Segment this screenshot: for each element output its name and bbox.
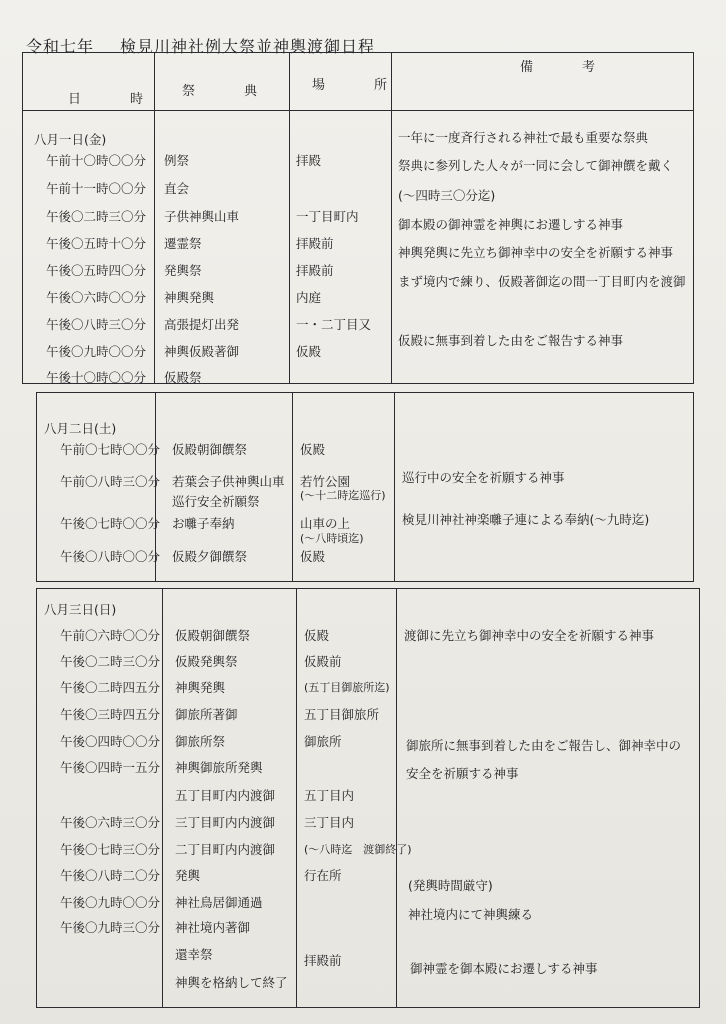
row-time: 午後〇五時四〇分	[46, 263, 147, 278]
row-notes: 神社境内にて神輿練る	[408, 907, 534, 922]
row-place-line2: (～十二時迄巡行)	[300, 489, 386, 502]
row-place: 山車の上	[300, 516, 351, 531]
row-rite: 二丁目町内内渡御	[175, 842, 276, 857]
row-rite: 三丁目町内内渡御	[175, 815, 276, 830]
row-notes: 御旅所に無事到着した由をご報告し、御神幸中の	[406, 738, 682, 753]
row-place: 拝殿前	[296, 263, 334, 278]
row-rite: 高張提灯出発	[164, 317, 240, 332]
row-notes: 御本殿の御神霊を神輿にお遷しする神事	[398, 217, 624, 232]
title-era: 令和七年	[26, 37, 95, 56]
row-notes: 渡御に先立ち御神幸中の安全を祈願する神事	[404, 628, 655, 643]
row-rite: 子供神輿山車	[164, 209, 240, 224]
row-time: 午後〇九時〇〇分	[46, 344, 147, 359]
row-time: 午後〇四時一五分	[60, 760, 161, 775]
row-time: 午後〇二時三〇分	[46, 209, 147, 224]
header-notes: 備 考	[520, 60, 614, 75]
row-rite: 還幸祭	[175, 947, 213, 962]
row-place: 行在所	[304, 868, 342, 883]
header-time: 日 時	[68, 92, 162, 107]
row-time: 午後〇九時〇〇分	[60, 895, 161, 910]
row-notes: 一年に一度斉行される神社で最も重要な祭典	[398, 130, 649, 145]
row-rite: 五丁目町内内渡御	[175, 788, 276, 803]
row-rite: 神輿仮殿著御	[164, 344, 240, 359]
row-rite: 若葉会子供神輿山車	[172, 474, 285, 489]
row-rite: お囃子奉納	[172, 516, 235, 531]
row-time: 午前十〇時〇〇分	[46, 153, 147, 168]
row-time: 午前〇八時三〇分	[60, 474, 161, 489]
row-rite: 発輿	[175, 868, 201, 883]
row-rite: 神輿御旅所発輿	[175, 760, 263, 775]
row-notes: 仮殿に無事到着した由をご報告する神事	[398, 333, 624, 348]
row-rite: 仮殿発輿祭	[175, 654, 238, 669]
row-time: 午後〇七時三〇分	[60, 842, 161, 857]
row-place: 拝殿	[296, 153, 322, 168]
row-place: 拝殿前	[304, 953, 342, 968]
row-time: 午後〇五時十〇分	[46, 236, 147, 251]
row-place-line2: (～八時頃迄)	[300, 532, 364, 545]
row-place: 若竹公園	[300, 474, 351, 489]
row-rite: 御旅所著御	[175, 707, 238, 722]
row-notes: 御神霊を御本殿にお遷しする神事	[410, 961, 598, 976]
row-place: 内庭	[296, 290, 322, 305]
row-time: 午前〇六時〇〇分	[60, 628, 161, 643]
row-time: 午後〇二時三〇分	[60, 654, 161, 669]
row-time: 午後〇八時三〇分	[46, 317, 147, 332]
row-place: 仮殿	[300, 549, 326, 564]
row-place: 仮殿	[296, 344, 322, 359]
row-place: (～八時迄 渡御終了)	[304, 843, 412, 856]
row-time: 午後〇七時〇〇分	[60, 516, 161, 531]
day1-date: 八月一日(金)	[34, 132, 107, 147]
row-rite: 神社鳥居御通過	[175, 895, 263, 910]
row-place: 五丁目御旅所	[304, 707, 380, 722]
row-rite: 神輿発輿	[164, 290, 215, 305]
row-rite: 仮殿朝御饌祭	[172, 442, 248, 457]
row-time: 午後十〇時〇〇分	[46, 370, 147, 385]
row-rite: 御旅所祭	[175, 734, 226, 749]
row-rite: 仮殿朝御饌祭	[175, 628, 251, 643]
row-place: 三丁目内	[304, 815, 355, 830]
row-rite: 発輿祭	[164, 263, 202, 278]
day2-date: 八月二日(土)	[44, 421, 117, 436]
row-place: (五丁目御旅所迄)	[304, 681, 390, 694]
row-place: 仮殿	[300, 442, 326, 457]
header-place: 場 所	[312, 78, 406, 93]
row-rite: 例祭	[164, 153, 190, 168]
row-rite: 神社境内著御	[175, 920, 251, 935]
row-time: 午後〇六時〇〇分	[46, 290, 147, 305]
row-rite: 直会	[164, 181, 190, 196]
row-time: 午前〇七時〇〇分	[60, 442, 161, 457]
day3-table	[36, 588, 700, 1008]
row-notes: まず境内で練り、仮殿著御迄の間一丁目町内を渡御	[398, 274, 686, 289]
row-time: 午前十一時〇〇分	[46, 181, 147, 196]
row-time: 午後〇八時〇〇分	[60, 549, 161, 564]
row-notes: 安全を祈願する神事	[406, 766, 519, 781]
row-time: 午後〇四時〇〇分	[60, 734, 161, 749]
row-place: 拝殿前	[296, 236, 334, 251]
row-rite: 神輿を格納して終了	[175, 975, 288, 990]
row-notes: 祭典に参列した人々が一同に会して御神饌を戴く	[398, 158, 674, 173]
title-heading: 検見川神社例大祭並神輿渡御日程	[120, 37, 376, 56]
row-place: 仮殿	[304, 628, 330, 643]
row-notes: 神輿発輿に先立ち御神幸中の安全を祈願する神事	[398, 245, 674, 260]
row-place: 仮殿前	[304, 654, 342, 669]
row-rite-line2: 巡行安全祈願祭	[172, 494, 260, 509]
row-place: 一丁目町内	[296, 209, 359, 224]
row-notes: 検見川神社神楽囃子連による奉納(～九時迄)	[402, 512, 650, 527]
row-notes: 巡行中の安全を祈願する神事	[402, 470, 565, 485]
row-time: 午後〇二時四五分	[60, 680, 161, 695]
row-rite: 遷霊祭	[164, 236, 202, 251]
row-rite: 神輿発輿	[175, 680, 226, 695]
row-time: 午後〇八時二〇分	[60, 868, 161, 883]
row-place: 御旅所	[304, 734, 342, 749]
row-time: 午後〇九時三〇分	[60, 920, 161, 935]
row-rite: 仮殿夕御饌祭	[172, 549, 248, 564]
row-notes: (発輿時間厳守)	[408, 878, 493, 893]
row-place: 一・二丁目又	[296, 317, 372, 332]
row-place: 五丁目内	[304, 788, 355, 803]
day3-date: 八月三日(日)	[44, 602, 117, 617]
row-rite: 仮殿祭	[164, 370, 202, 385]
row-notes: (～四時三〇分迄)	[398, 188, 496, 203]
header-rite: 祭 典	[182, 84, 276, 99]
row-time: 午後〇三時四五分	[60, 707, 161, 722]
row-time: 午後〇六時三〇分	[60, 815, 161, 830]
